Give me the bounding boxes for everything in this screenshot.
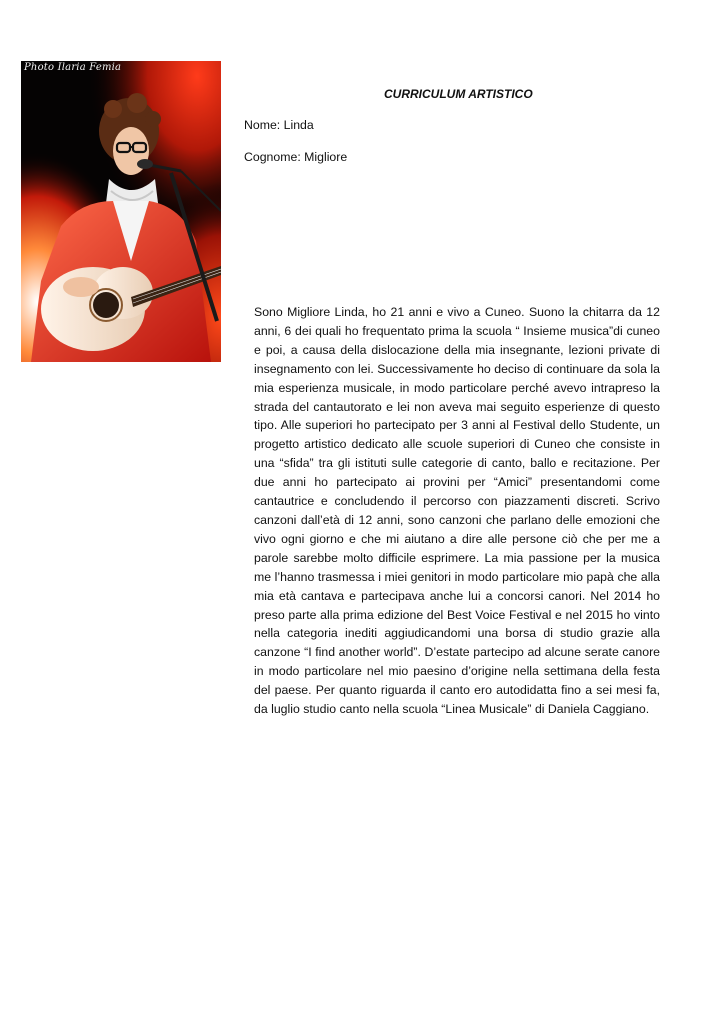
surname-field: Cognome: Migliore bbox=[244, 150, 348, 164]
bio-paragraph: Sono Migliore Linda, ho 21 anni e vivo a Cuneo. Suono la chitarra da 12 anni, 6 dei quali ho frequentato prima la scuola “ Insieme musica”di cuneo e poi, a causa della dislocazione della mia insegnante, lezioni private di insegnamento con lei. Successivamente ho deciso di continuare da sola la mia esperienza musicale, in modo particolare perché avevo intrapreso la strada del cantautorato e lei non aveva mai seguito esperienze di questo tipo. Alle superiori ho partecipato per 3 anni al Festival dello Studente, un progetto artistico dedicato alle scuole superiori di Cuneo che consiste in una “sfida” tra gli istituti sulle categorie di canto, ballo e recitazione. Per due anni ho partecipato ai provini per “Amici” presentandomi come cantautrice e concludendo il percorso con piazzamenti discreti. Scrivo canzoni dall’età di 12 anni, sono canzoni che parlano delle emozioni che vivo ogni giorno e che mi aiutano a dire alle persone ciò che per me a parole sarebbe molto difficile esprimere. La mia passione per la musica me l’hanno trasmessa i miei genitori in modo particolare mio papà che alla mia età cantava e partecipava anche lui a concorsi canori. Nel 2014 ho preso parte alla prima edizione del Best Voice Festival e nel 2015 ho vinto nella categoria inediti aggiudicandomi una borsa di studio grazie alla canzone “I find another world”. D’estate partecipo ad alcune serate canore in modo particolare nel mio paesino d’origine nella settimana della festa del paese. Per quanto riguarda il canto ero autodidatta fino a sei mesi fa, da luglio studio canto nella scuola “Linea Musicale” di Daniela Caggiano. bbox=[254, 305, 660, 717]
document-title: CURRICULUM ARTISTICO bbox=[384, 87, 533, 101]
photo-credit-watermark: Photo Ilaria Femia bbox=[24, 62, 122, 73]
performer-photo bbox=[21, 61, 221, 362]
name-field: Nome: Linda bbox=[244, 118, 314, 132]
performer-illustration bbox=[21, 61, 221, 362]
